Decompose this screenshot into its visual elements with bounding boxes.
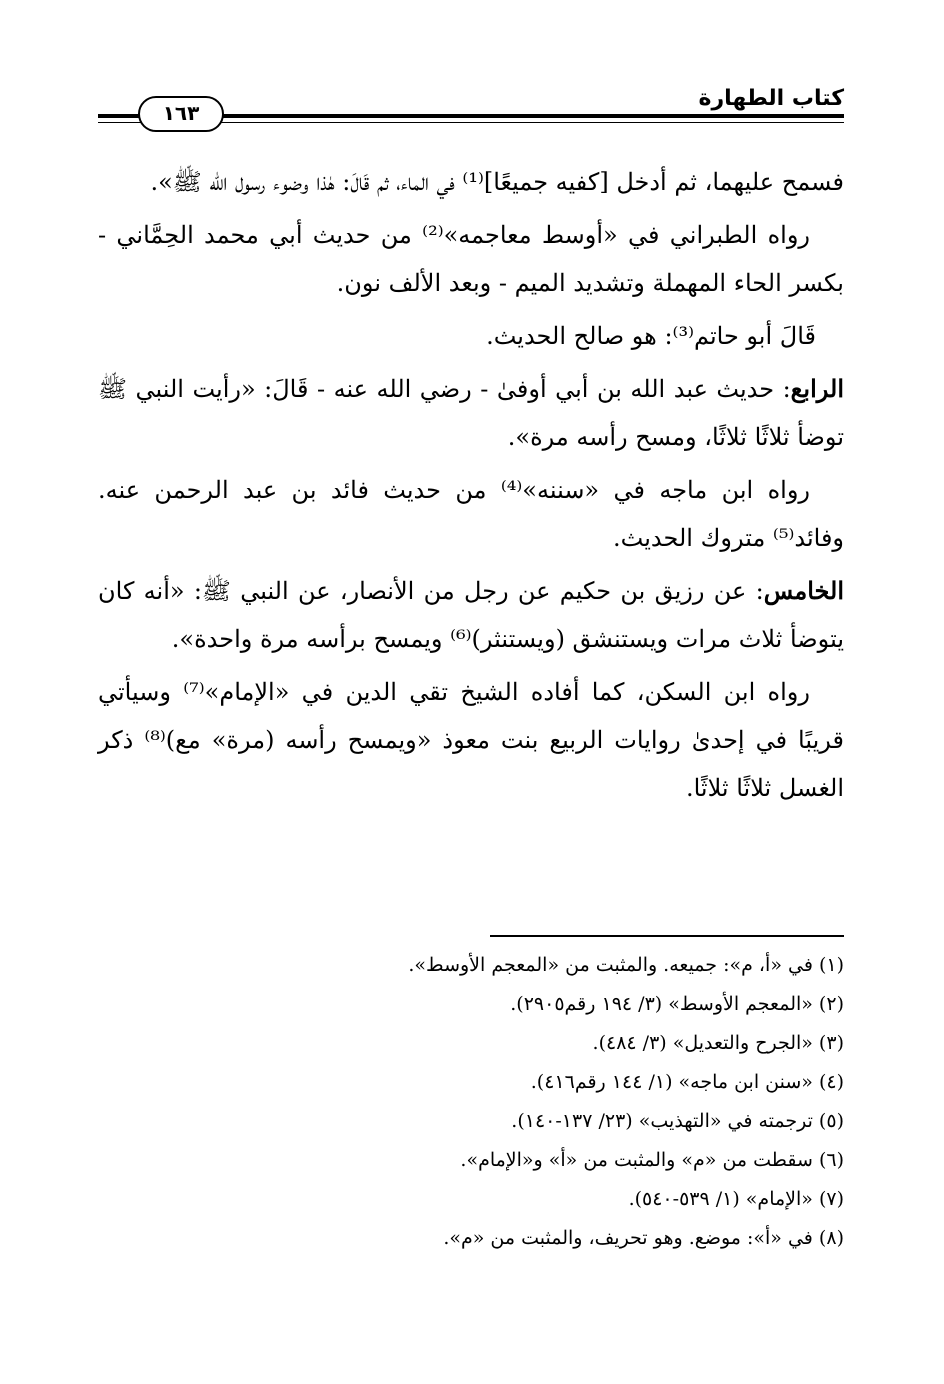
footnote-8: (٨) في «أ»: موضع. وهو تحريف، والمثبت من «م».: [443, 1227, 844, 1249]
footnote-5: (٥) ترجمته في «التهذيب» (٢٣/ ١٣٧-١٤٠).: [511, 1110, 844, 1132]
footnote-3: (٣) «الجرح والتعديل» (٣/ ٤٨٤).: [592, 1032, 844, 1054]
paragraph-6-text: : عن رزيق بن حكيم عن رجل من الأنصار، عن النبي ﷺ: «أنه كان يتوضأ ثلاث مرات ويستنشق (ويستنثر)⁽⁶⁾ ويمسح برأسه مرة واحدة».: [98, 577, 844, 653]
paragraph-3: قَالَ أبو حاتم⁽³⁾: هو صالح الحديث.: [486, 322, 816, 350]
footnote-1: (١) في «أ، م»: جميعه. والمثبت من «المعجم الأوسط».: [408, 954, 844, 976]
footnote-2: (٢) «المعجم الأوسط» (٣/ ١٩٤ رقم٢٩٠٥).: [510, 993, 844, 1015]
page-number: ١٦٣: [138, 96, 224, 132]
paragraph-4-text: : حديث عبد الله بن أبي أوفىٰ - رضي الله عنه - قَالَ: «رأيت النبي ﷺ توضأ ثلاثًا ثلاثًا، ومسح رأسه مرة».: [98, 375, 844, 451]
book-title: كتاب الطهارة: [698, 86, 844, 111]
section-lead-fourth: الرابع: [790, 374, 844, 403]
footnote-separator: [490, 935, 844, 937]
page-header: [98, 86, 844, 130]
paragraph-1: فسمح عليهما، ثم أدخل [كفيه جميعًا]⁽¹⁾ في الماء، ثم قَالَ: هٰذا وضوء رسول الله ﷺ».: [150, 168, 844, 196]
footnotes: [98, 946, 844, 1258]
footnote-6: (٦) سقطت من «م» والمثبت من «أ» و«الإمام».: [460, 1149, 844, 1171]
footnote-4: (٤) «سنن ابن ماجه» (١/ ١٤٤ رقم٤١٦).: [530, 1071, 844, 1093]
main-text: [98, 158, 844, 817]
paragraph-4: [98, 365, 844, 461]
paragraph-7: رواه ابن السكن، كما أفاده الشيخ تقي الدين في «الإمام»⁽⁷⁾ وسيأتي قريبًا في إحدىٰ روايات الربيع بنت معوذ «ويمسح رأسه (مرة» مع)⁽⁸⁾ ذكر الغسل ثلاثًا ثلاثًا.: [98, 678, 844, 802]
paragraph-5: رواه ابن ماجه في «سننه»⁽⁴⁾ من حديث فائد بن عبد الرحمن عنه. وفائد⁽⁵⁾ متروك الحديث.: [98, 476, 844, 552]
footnote-7: (٧) «الإمام» (١/ ٥٣٩-٥٤٠).: [628, 1188, 844, 1210]
section-lead-fifth: الخامس: [763, 576, 844, 605]
paragraph-6: [98, 567, 844, 663]
paragraph-2: رواه الطبراني في «أوسط معاجمه»⁽²⁾ من حديث أبي محمد الحِمَّاني - بكسر الحاء المهملة وتشديد الميم - وبعد الألف نون.: [98, 221, 844, 297]
